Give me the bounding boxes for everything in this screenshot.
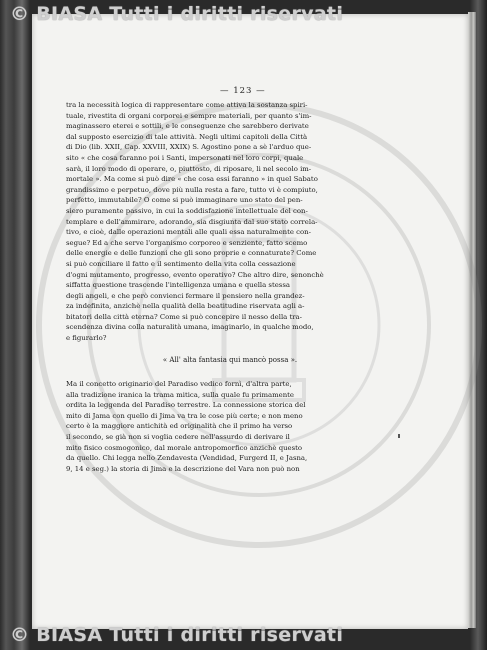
- text-line: dal supposto esercizio di tale attività. Negli ultimi capitoli della Città: [66, 132, 308, 141]
- text-line: sarà, il loro modo di operare, o, piuttosto, di riposare, li nel secolo im-: [66, 164, 312, 173]
- margin-mark: [398, 434, 400, 438]
- text-line: ordita la leggenda del Paradiso terrestre. La connessione storica del: [66, 401, 306, 410]
- text-line: sito « che cosa faranno poi i Santi, impersonati nel loro corpi, quale: [66, 153, 304, 162]
- text-line: da quello. Chi legga nello Zendavesta (Vendidad, Furgerd II, e Jasna,: [66, 454, 308, 463]
- text-line: Ma il concetto originario del Paradiso vedico fornì, d'altra parte,: [66, 380, 292, 388]
- text-line: alla tradizione iranica la trama mitica, sulla quale fu primamente: [66, 390, 294, 399]
- copyright-watermark-top: © BIASA Tutti i diritti riservati: [10, 3, 344, 25]
- page-edge-shadow: [468, 12, 476, 628]
- text-line: delle energie e delle funzioni che gli sono proprie e connaturate? Come: [66, 249, 317, 258]
- body-text-paragraph-1: [66, 100, 382, 344]
- page-number: — 123 —: [220, 86, 266, 96]
- text-line: e figurarlo?: [66, 334, 107, 343]
- dante-quotation: « All' alta fantasia qui mancò possa ».: [162, 356, 298, 364]
- text-line: di Dio (lib. XXII, Cap. XXVIII, XXIX) S. Agostino pone a sè l'arduo que-: [66, 143, 312, 152]
- text-line: za indefinita, anzichè nella qualità della beatitudine riservata agli a-: [66, 302, 305, 311]
- text-line: degli angeli, e che però convienci fermare il pensiero nella grandez-: [66, 291, 305, 300]
- body-text-paragraph-2: [66, 379, 382, 474]
- text-line: si può conciliare il fatto e il sentimento della vita colla cessazione: [66, 259, 296, 268]
- text-line: bitatori della città eterna? Come si può concepire il nesso della tra-: [66, 312, 302, 321]
- copyright-watermark-bottom: © BIASA Tutti i diritti riservati: [10, 624, 344, 646]
- text-line: grandissimo e perpetuo, dove più nulla resta a fare, tutto vi è compiuto,: [66, 185, 318, 194]
- text-line: certo è la maggiore antichità ed originalità che il primo ha verso: [66, 422, 293, 431]
- text-line: templare e dell'ammirare, adorando, sia disgiunta dal suo stato correla-: [66, 217, 318, 226]
- text-line: maginassero eterei e sottili, e le conseguenze che sarebbero derivate: [66, 122, 309, 131]
- text-line: tra la necessità logica di rappresentare come attiva la sostanza spiri-: [66, 101, 308, 109]
- text-line: siero puramente passivo, in cui la soddisfazione intellettuale del con-: [66, 206, 308, 215]
- text-line: siffatta questione trascende l'intelligenza umana e quella stessa: [66, 281, 290, 290]
- text-line: scendenza divina colla naturalità umana, imaginarlo, in qualche modo,: [66, 323, 314, 332]
- text-line: perfetto, immutabile? O come si può immaginare uno stato del pen-: [66, 196, 303, 205]
- text-line: il secondo, se già non si voglia cedere nell'assurdo di derivare il: [66, 432, 290, 441]
- text-line: mortale ». Ma come si può dire « che cosa essi faranno » in quel Sabato: [66, 175, 318, 184]
- text-line: 9, 14 e seg.) la storia di Jima e la descrizione del Vara non può non: [66, 464, 300, 473]
- text-line: tuale, rivestita di organi corporei e sempre materiali, per quanto s'im-: [66, 111, 312, 120]
- text-line: tivo, e cioè, dalle operazioni mentali alle quali essa naturalmente con-: [66, 228, 311, 237]
- text-line: segue? Ed a che serve l'organismo corporeo e senziente, fatto scemo: [66, 238, 308, 247]
- text-line: d'ogni mutamento, progresso, evento operativo? Che altro dire, senonchè: [66, 270, 324, 279]
- text-line: mito di Jama con quello di Jima va tra le cose più certe; e non meno: [66, 411, 303, 420]
- text-line: mito fisico cosmogonico, dal morale antropomorfico anzichè questo: [66, 443, 303, 452]
